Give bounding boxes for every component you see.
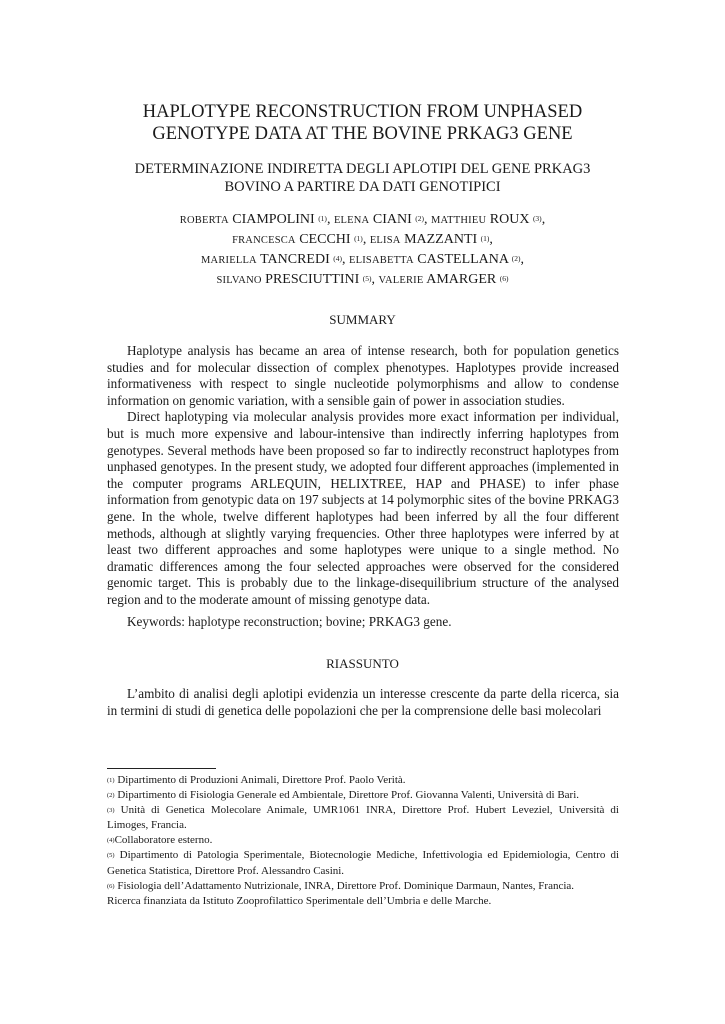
footnote-mark: (6) (107, 882, 115, 890)
riassunto-heading: RIASSUNTO (326, 656, 399, 671)
paper-subtitle (0, 160, 725, 196)
author-line-2: FRANCESCA CECCHI $^{(1)}$, ELISA MAZZANTI $^{(1)}$, (232, 232, 493, 247)
author-line-4: SILVANO PRESCIUTTINI $^{(5)}$, VALERIE AMARGER $^{(6)}$ (216, 272, 509, 287)
funding-note: Ricerca finanziata da Istituto Zooprofilattico Sperimentale dell’Umbria e delle Marche. (107, 894, 492, 907)
footnote-text: Collaboratore esterno. (114, 834, 213, 847)
author-last-name: AMARGER (426, 272, 497, 287)
author-last-name: MAZZANTI (404, 232, 478, 247)
author-last-name: TANCREDI (260, 252, 330, 267)
author-first-name: ELENA (333, 215, 370, 226)
author-line-3: MARIELLA TANCREDI $^{(4)}$, ELISABETTA CASTELLANA $^{(2)}$, (201, 252, 524, 267)
footnote-mark: (4) (107, 837, 115, 845)
title-line-2: GENOTYPE DATA AT THE BOVINE PRKAG3 GENE (152, 124, 573, 144)
author-first-name: SILVANO (216, 275, 262, 286)
author-affiliation: (2) (511, 254, 521, 263)
author-affiliation: (4) (333, 254, 342, 263)
footnote (107, 833, 619, 848)
footnote (107, 803, 619, 833)
footnote (107, 879, 619, 894)
footnote-text: Dipartimento di Fisiologia Generale ed Ambientale, Direttore Prof. Giovanna Valenti, Università di Bari. (117, 789, 580, 802)
footnotes (107, 773, 619, 909)
footnote (107, 773, 619, 788)
author-last-name: CECCHI (299, 232, 351, 247)
author-affiliation: (3) (532, 214, 542, 223)
author-first-name: FRANCESCA (232, 235, 296, 246)
riassunto-paragraph-1: L’ambito di analisi degli aplotipi evidenzia un interesse crescente da parte della ricerca, sia in termini di studi di genetica delle popolazioni che per la comprensione delle basi molecolari (107, 686, 619, 718)
author-first-name: MARIELLA (201, 255, 257, 266)
footnote-mark: (1) (107, 777, 115, 784)
footnote-mark: (3) (107, 807, 115, 815)
summary-paragraph-1: Haplotype analysis has became an area of intense research, both for population genetics studies and for molecular dissection of complex phenotypes. Haplotypes provide increased informativeness with respect to single nucleotide polymorphisms and allow to condense information on genomic variation, with a sensible gain of power in association studies. (107, 343, 619, 408)
author-affiliation: (1) (480, 234, 490, 243)
summary-body (107, 343, 619, 609)
author-affiliation: (1) (318, 214, 327, 223)
footnote-divider (107, 768, 216, 769)
author-last-name: CIANI (372, 212, 412, 227)
subtitle-line-2: BOVINO A PARTIRE DA DATI GENOTIPICI (224, 179, 501, 195)
footnote (107, 848, 619, 878)
footnote-text: Dipartimento di Patologia Sperimentale, Biotecnologie Mediche, Infettivologia ed Epidemiologia, Centro di Genetica Statistica, Direttore Prof. Alessandro Casini. (107, 849, 620, 877)
author-affiliation: (2) (415, 214, 424, 223)
title-line-1: HAPLOTYPE RECONSTRUCTION FROM UNPHASED (142, 102, 583, 122)
footnote-mark: (2) (107, 792, 115, 800)
footnote (107, 788, 619, 803)
author-first-name: MATTHIEU (431, 215, 487, 226)
author-last-name: PRESCIUTTINI (265, 272, 360, 287)
footnote-text: Fisiologia dell’Adattamento Nutrizionale, INRA, Direttore Prof. Dominique Darmaun, Nantes, Francia. (117, 879, 575, 892)
riassunto-body (107, 686, 619, 719)
footnote-mark: (5) (107, 852, 115, 860)
author-first-name: ELISA (369, 235, 401, 246)
author-first-name: VALERIE (378, 275, 424, 286)
footnote-text: Dipartimento di Produzioni Animali, Direttore Prof. Paolo Verità. (117, 774, 406, 786)
author-affiliation: (5) (362, 274, 372, 283)
summary-paragraph-2: Direct haplotyping via molecular analysis provides more exact information per individual, but is much more expensive and labour-intensive than indirectly inferring haplotypes from genotypes. Several methods have been proposed so far to indirectly reconstruct haplotypes from unphased genotypes. In the present study, we adopted four different approaches (implemented in the computer programs ARLEQUIN, HELIXTREE, HAP and PHASE) to infer phase information from genotypic data on 197 subjects at 14 polymorphic sites of the bovine PRKAG3 gene. In the whole, twelve different haplotypes had been inferred by all the four different methods, although at slightly varying frequencies. Other three haplotypes were inferred by at least two different approaches and some haplotypes were unique to a single method. No dramatic differences among the four selected approaches were observed for the considered genomic target. This is probably due to the linkage-disequilibrium structure of the analysed region and to the moderate amount of missing genotype data. (107, 409, 619, 607)
author-list (0, 210, 725, 290)
author-first-name: ELISABETTA (349, 255, 414, 266)
subtitle-line-1: DETERMINAZIONE INDIRETTA DEGLI APLOTIPI DEL GENE PRKAG3 (134, 161, 591, 177)
author-affiliation: (6) (499, 274, 509, 283)
keywords: Keywords: haplotype reconstruction; bovine; PRKAG3 gene. (127, 614, 452, 629)
author-last-name: CASTELLANA (417, 252, 509, 267)
paper-title (0, 101, 725, 145)
summary-heading: SUMMARY (329, 312, 396, 327)
author-last-name: CIAMPOLINI (232, 212, 315, 227)
author-affiliation: (1) (354, 234, 363, 243)
footnote-text: Unità di Genetica Molecolare Animale, UMR1061 INRA, Direttore Prof. Hubert Leveziel, Università di Limoges, Francia. (107, 804, 619, 832)
author-first-name: ROBERTA (179, 215, 229, 226)
author-line-1: ROBERTA CIAMPOLINI $^{(1)}$, ELENA CIANI $^{(2)}$, MATTHIEU ROUX $^{(3)}$, (179, 212, 546, 227)
author-last-name: ROUX (489, 212, 530, 227)
